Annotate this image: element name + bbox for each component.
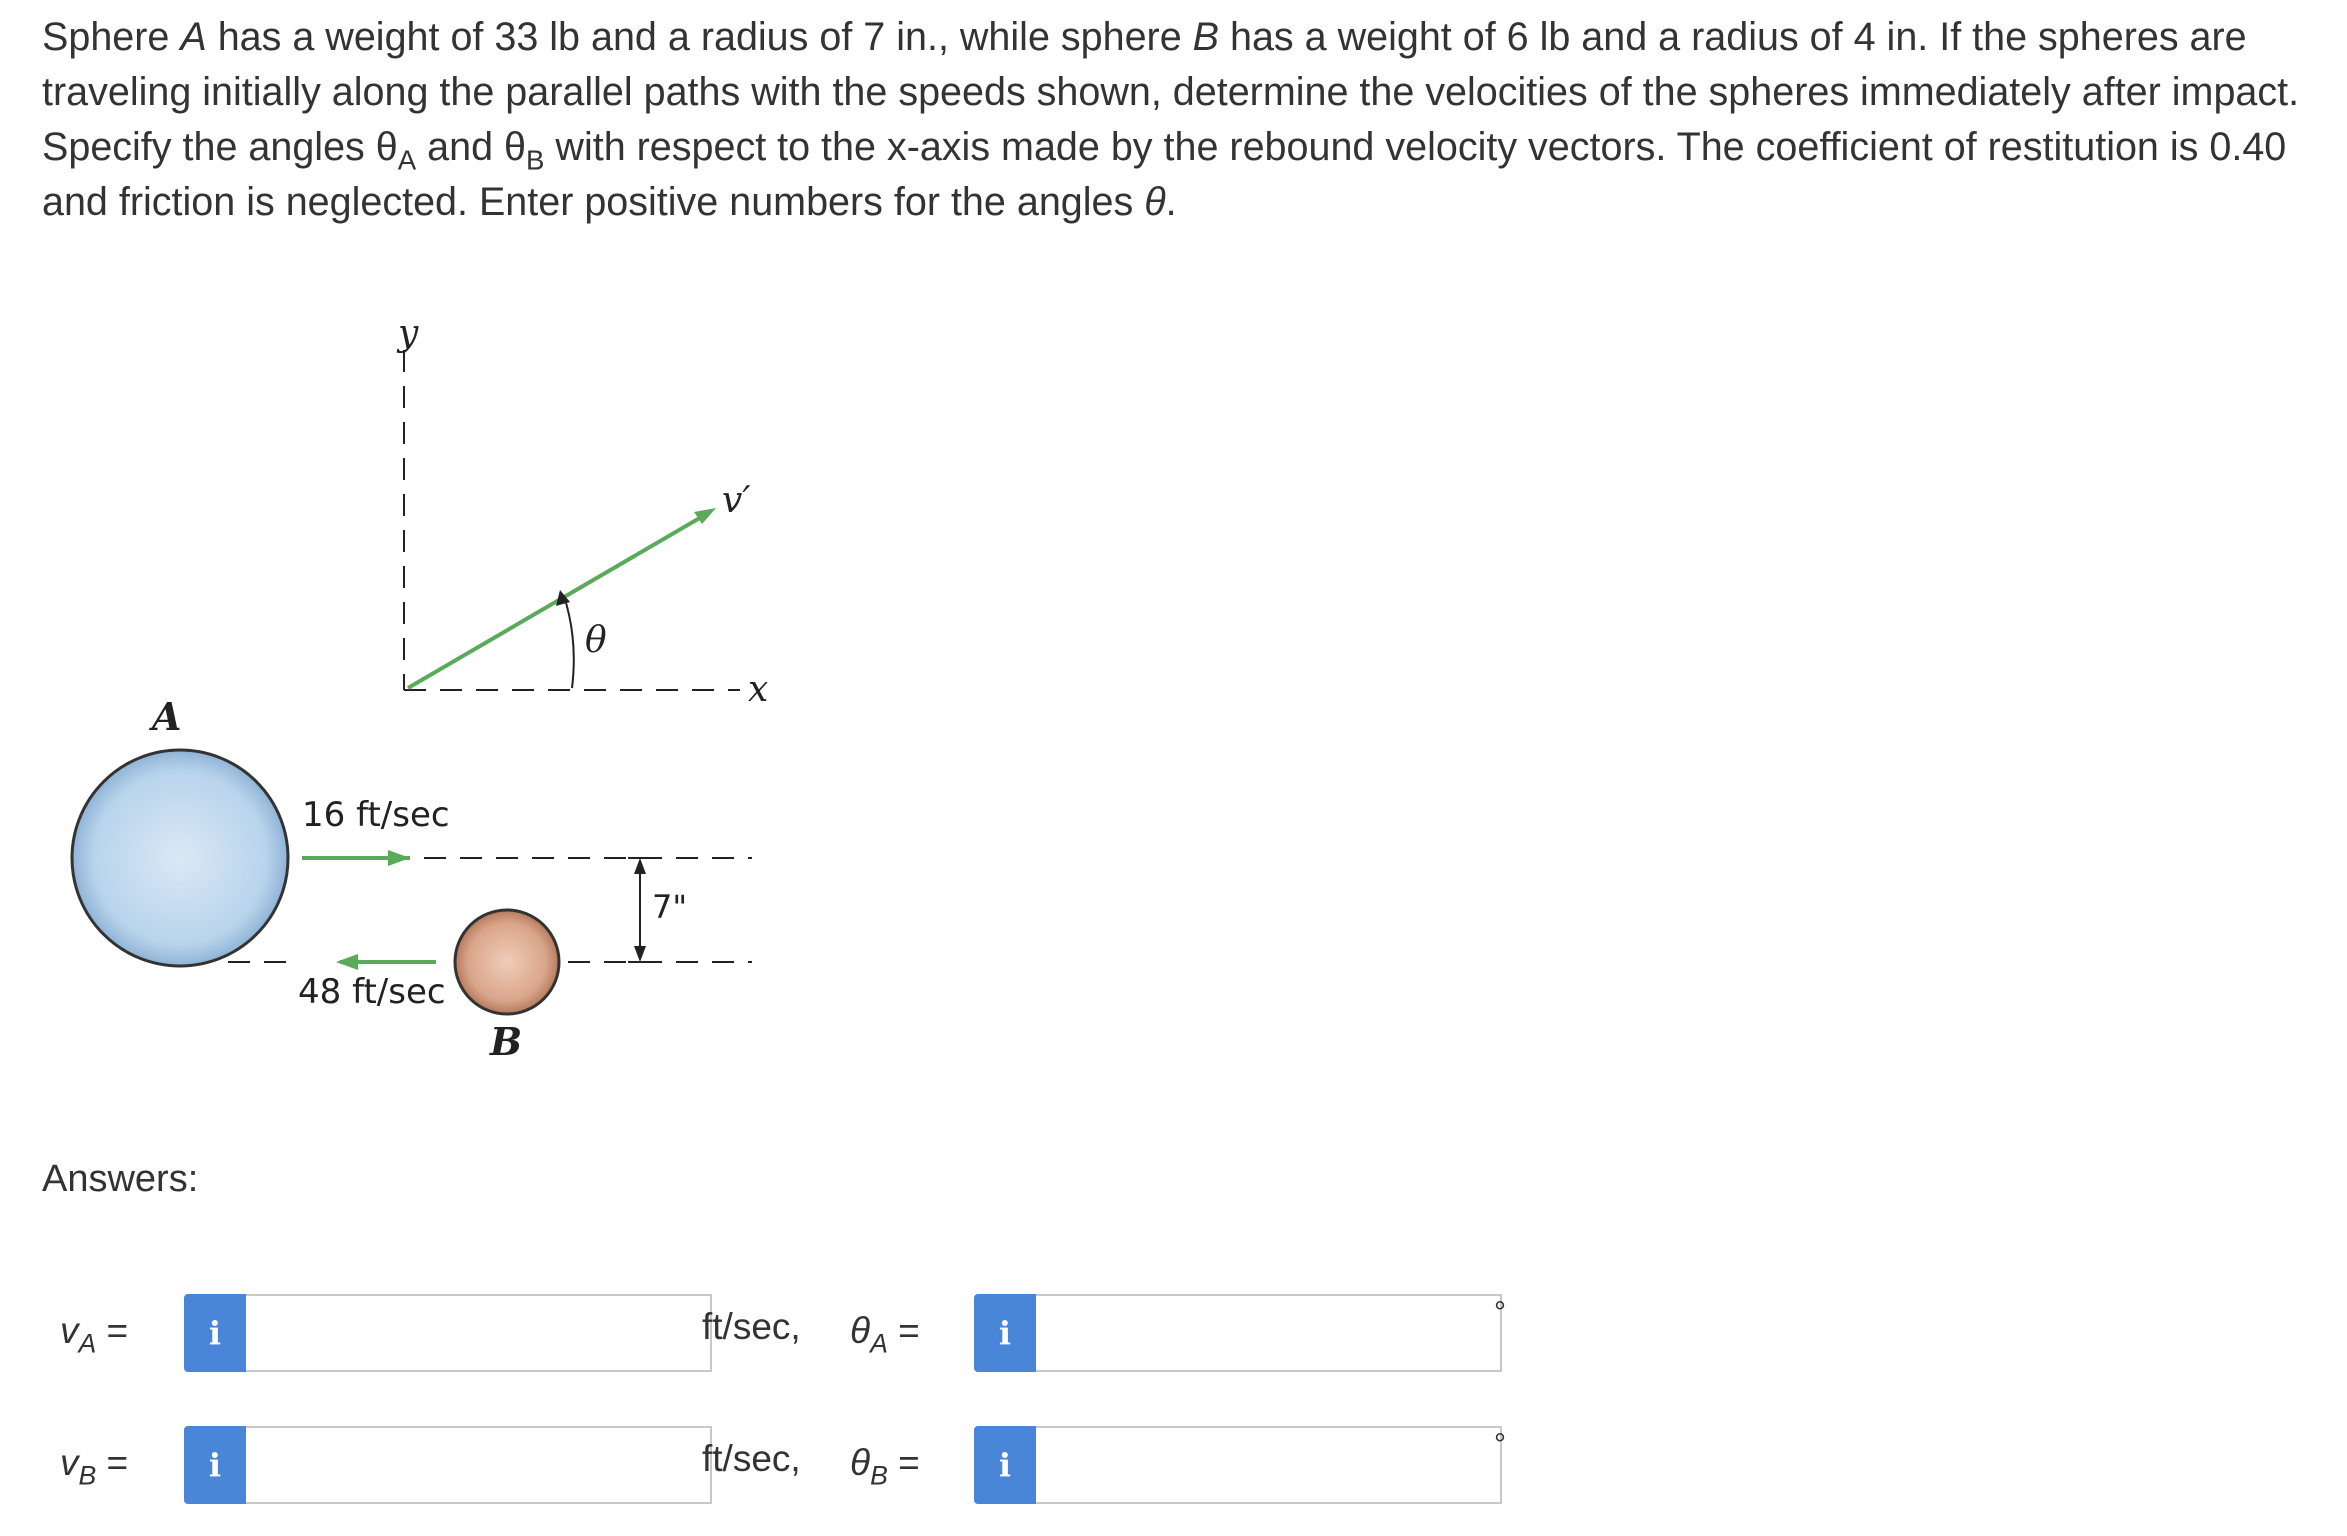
theta-a-symbol: θ <box>850 1310 871 1351</box>
sphere-a-label: A <box>152 694 182 739</box>
theta-a-input[interactable] <box>1036 1294 1502 1372</box>
theta-b-subscript: B <box>526 144 545 176</box>
theta-b-input[interactable] <box>1036 1426 1502 1504</box>
theta-a-subscript: A <box>870 1328 888 1359</box>
info-icon[interactable]: i <box>184 1294 246 1372</box>
theta-a-label <box>850 1310 920 1359</box>
sphere-b <box>455 910 559 1014</box>
question-part: . <box>1165 180 1177 224</box>
theta-arc-arrow <box>556 590 570 606</box>
vb-symbol: v <box>60 1442 79 1483</box>
answer-row-a <box>0 1292 1600 1374</box>
answer-row-b <box>0 1424 1600 1506</box>
question-part: and <box>416 125 505 169</box>
vb-unit: ft/sec, <box>702 1438 801 1479</box>
vb-subscript: B <box>78 1460 97 1491</box>
x-axis-label: x <box>748 669 769 710</box>
theta-b-equals: = <box>887 1442 920 1483</box>
question-part: has a weight of 6 lb and a radius of 4 in. If the spheres are traveling initially along the parallel paths with the speeds shown, determine the velocities of the spheres immediately after impact. Specify the angles <box>42 15 2300 169</box>
theta-b-subscript: B <box>870 1460 888 1491</box>
va-equals: = <box>96 1310 129 1351</box>
theta-b-symbol: θ <box>504 125 526 169</box>
speed-a-label: 16 ft/sec <box>302 795 450 835</box>
sphere-a <box>72 750 288 966</box>
va-subscript: A <box>78 1328 97 1359</box>
sphere-a-arrowhead <box>388 850 410 866</box>
va-input[interactable] <box>246 1294 712 1372</box>
info-icon[interactable]: i <box>974 1294 1036 1372</box>
theta-label: θ <box>585 620 607 661</box>
v-prime-label: v′ <box>722 480 751 521</box>
theta-b-label <box>850 1442 920 1491</box>
theta-a-subscript: A <box>397 144 417 176</box>
vb-input[interactable] <box>246 1426 712 1504</box>
vb-label <box>60 1442 129 1491</box>
theta-a-equals: = <box>887 1310 920 1351</box>
theta-arc <box>564 596 574 688</box>
degree-symbol: ° <box>1494 1296 1506 1329</box>
collision-diagram <box>40 290 895 1085</box>
sphere-b-label: B <box>490 1019 523 1064</box>
va-label <box>60 1310 129 1359</box>
info-icon[interactable]: i <box>184 1426 246 1504</box>
answers-heading: Answers: <box>42 1158 199 1200</box>
offset-label: 7" <box>652 888 688 926</box>
info-icon[interactable]: i <box>974 1426 1036 1504</box>
question-part: Sphere <box>42 15 181 59</box>
theta-b-symbol: θ <box>850 1442 871 1483</box>
offset-arrow-top <box>634 858 646 874</box>
va-symbol: v <box>60 1310 79 1351</box>
diagram-svg <box>40 290 895 1085</box>
question-part: with respect to the x-axis made by the rebound velocity vectors. The coefficient of restitution is 0.40 and friction is neglected. Enter positive numbers for the angles <box>42 125 2287 224</box>
sphere-b-ref: B <box>1192 15 1219 59</box>
y-axis-label: y <box>398 313 419 354</box>
theta-symbol: θ <box>1144 180 1166 224</box>
theta-a-symbol: θ <box>375 125 398 169</box>
vb-equals: = <box>96 1442 129 1483</box>
va-unit: ft/sec, <box>702 1306 801 1347</box>
question-part: has a weight of 33 lb and a radius of 7 in., while sphere <box>206 15 1193 59</box>
sphere-a-ref: A <box>180 15 207 59</box>
question-text <box>42 10 2332 230</box>
offset-arrow-bottom <box>634 946 646 962</box>
speed-b-label: 48 ft/sec <box>298 972 446 1012</box>
sphere-b-arrowhead <box>336 954 358 970</box>
degree-symbol: ° <box>1494 1428 1506 1461</box>
